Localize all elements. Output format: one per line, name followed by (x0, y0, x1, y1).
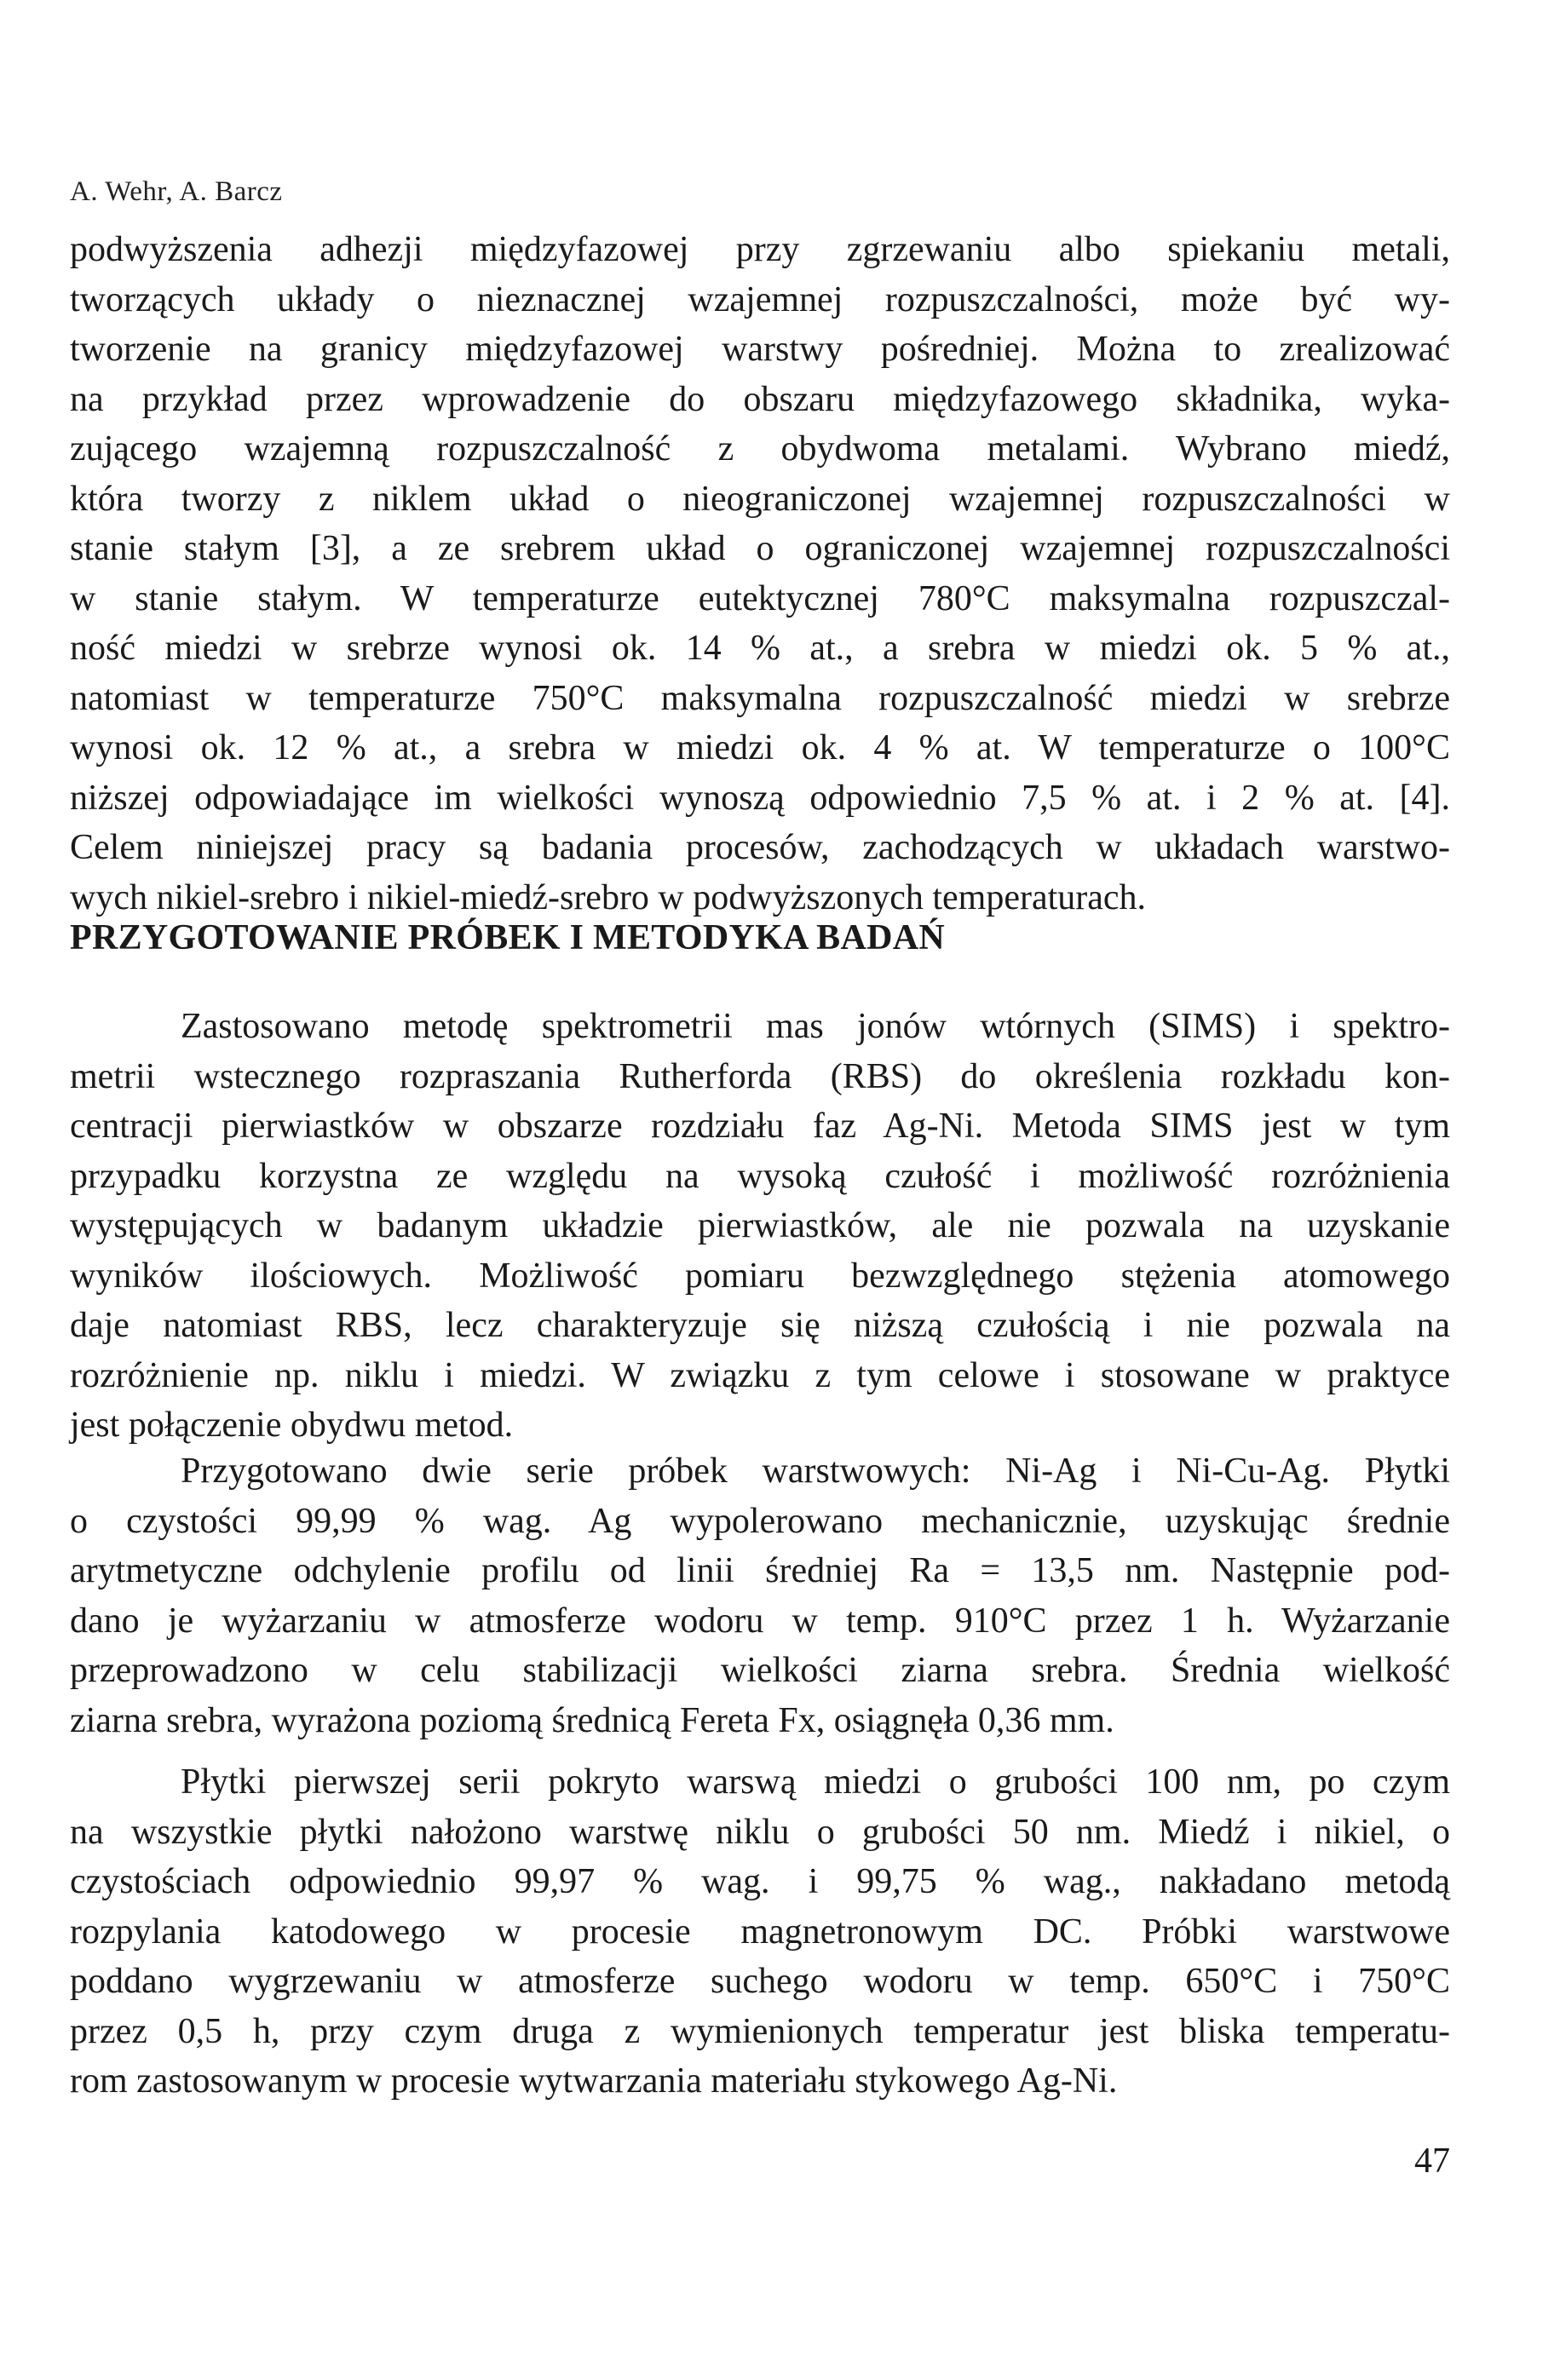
text-line: tworzenie na granicy międzyfazowej warstwy pośredniej. Można to zrealizować (70, 330, 1450, 369)
text-line: występujących w badanym układzie pierwiastków, ale nie pozwala na uzyskanie (70, 1206, 1450, 1245)
text-line: centracji pierwiastków w obszarze rozdziału faz Ag-Ni. Metoda SIMS jest w tym (70, 1107, 1450, 1146)
text-line: w stanie stałym. W temperaturze eutektycznej 780°C maksymalna rozpuszczal- (70, 578, 1450, 618)
running-head: A. Wehr, A. Barcz (70, 176, 283, 207)
text-line: Celem niniejszej pracy są badania procesów, zachodzących w układach warstwo- (70, 828, 1450, 867)
text-line: poddano wygrzewaniu w atmosferze suchego wodoru w temp. 650°C i 750°C (70, 1962, 1450, 2001)
text-line: rozpylania katodowego w procesie magnetronowym DC. Próbki warstwowe (70, 1911, 1450, 1952)
paragraph-coating (70, 1757, 1450, 2107)
paragraph-methods (70, 1002, 1450, 1451)
text-line: przeprowadzono w celu stabilizacji wielkości ziarna srebra. Średnia wielkość (70, 1651, 1450, 1690)
text-line: wych nikiel-srebro i nikiel-miedź-srebro w podwyższonych temperaturach. (70, 877, 1147, 917)
text-line: Zastosowano metodę spektrometrii mas jonów wtórnych (SIMS) i spektro- (181, 1007, 1450, 1046)
text-line: zującego wzajemną rozpuszczalność z obydwoma metalami. Wybrano miedź, (70, 429, 1450, 469)
page (70, 0, 1450, 2380)
text-line: na przykład przez wprowadzenie do obszaru międzyfazowego składnika, wyka- (70, 379, 1450, 419)
text-line: przez 0,5 h, przy czym druga z wymienionych temperatur jest bliska temperatu- (70, 2011, 1450, 2051)
page-number: 47 (1414, 2141, 1450, 2181)
text-line: tworzących układy o nieznacznej wzajemnej rozpuszczalności, może być wy- (70, 279, 1450, 319)
text-line: czystościach odpowiednio 99,97 % wag. i 99,75 % wag., nakładano metodą (70, 1862, 1450, 1901)
text-line: natomiast w temperaturze 750°C maksymalna rozpuszczalność miedzi w srebrze (70, 678, 1450, 718)
text-line: ziarna srebra, wyrażona poziomą średnicą Fereta Fx, osiągnęła 0,36 mm. (70, 1700, 1114, 1740)
text-line: stanie stałym [3], a ze srebrem układ o ograniczonej wzajemnej rozpuszczalności (70, 529, 1450, 568)
text-line: wynosi ok. 12 % at., a srebra w miedzi ok. 4 % at. W temperaturze o 100°C (70, 728, 1450, 767)
text-line: Przygotowano dwie serie próbek warstwowych: Ni-Ag i Ni-Cu-Ag. Płytki (181, 1452, 1450, 1491)
text-line: na wszystkie płytki nałożono warstwę niklu o grubości 50 nm. Miedź i nikiel, o (70, 1812, 1450, 1852)
text-line: która tworzy z niklem układ o nieograniczonej wzajemnej rozpuszczalności w (70, 479, 1450, 519)
text-line: metrii wstecznego rozpraszania Rutherforda (RBS) do określenia rozkładu kon- (70, 1056, 1450, 1096)
text-line: Płytki pierwszej serii pokryto warswą miedzi o grubości 100 nm, po czym (181, 1762, 1450, 1802)
text-line: dano je wyżarzaniu w atmosferze wodoru w temp. 910°C przez 1 h. Wyżarzanie (70, 1601, 1450, 1641)
section-heading: PRZYGOTOWANIE PRÓBEK I METODYKA BADAŃ (70, 918, 946, 957)
text-line: niższej odpowiadające im wielkości wynoszą odpowiednio 7,5 % at. i 2 % at. [4]. (70, 778, 1450, 818)
text-line: przypadku korzystna ze względu na wysoką czułość i możliwość rozróżnienia (70, 1156, 1450, 1196)
text-line: daje natomiast RBS, lecz charakteryzuje się niższą czułością i nie pozwala na (70, 1306, 1450, 1345)
paragraph-samples (70, 1446, 1450, 1745)
text-line: podwyższenia adhezji międzyfazowej przy zgrzewaniu albo spiekaniu metali, (70, 230, 1450, 269)
text-line: jest połączenie obydwu metod. (70, 1406, 514, 1445)
text-line: o czystości 99,99 % wag. Ag wypolerowano mechanicznie, uzyskując średnie (70, 1501, 1450, 1541)
text-line: ność miedzi w srebrze wynosi ok. 14 % at., a srebra w miedzi ok. 5 % at., (70, 629, 1450, 668)
paragraph-intro (70, 225, 1450, 923)
text-line: wyników ilościowych. Możliwość pomiaru bezwzględnego stężenia atomowego (70, 1256, 1450, 1296)
text-line: rozróżnienie np. niklu i miedzi. W związku z tym celowe i stosowane w praktyce (70, 1355, 1450, 1395)
text-line: arytmetyczne odchylenie profilu od linii średniej Ra = 13,5 nm. Następnie pod- (70, 1551, 1450, 1590)
text-line: rom zastosowanym w procesie wytwarzania materiału stykowego Ag-Ni. (70, 2061, 1118, 2101)
